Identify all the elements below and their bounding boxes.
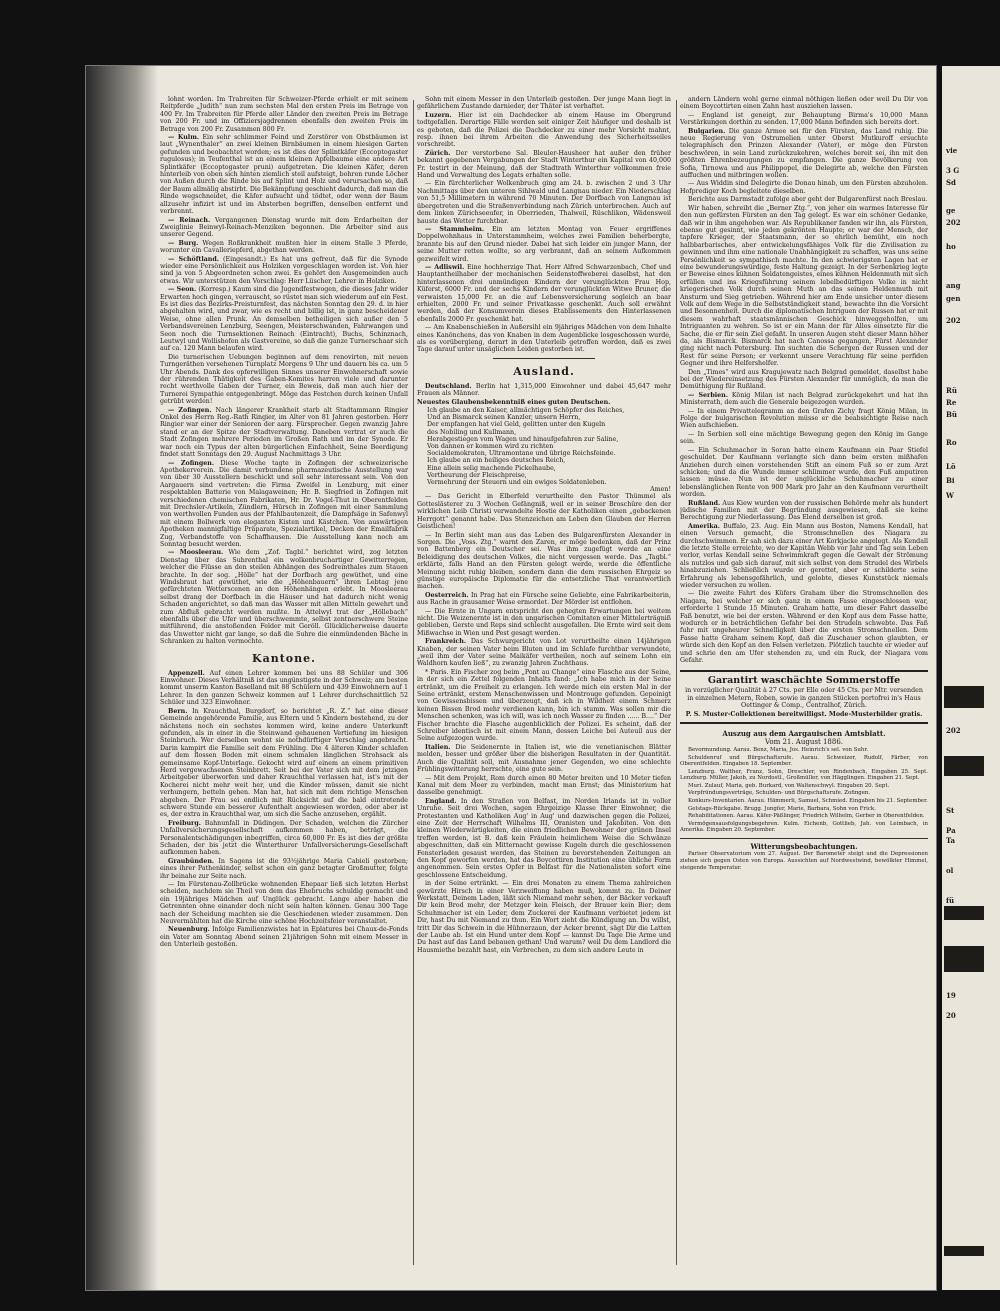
article-paragraph [680,500,928,522]
article-text: Auf einen Lehrer kommen bei uns 88 Schüler und 306 Einwohner. Dieses Verhältniß ist das ungünstigste in der Schweiz; am besten kommt unserm Kanton Baselland mit 88 Schülern und 439 Einwohnern auf 1 Lehrer. In den ganzen Schweiz kommen auf 1 Lehrer durchschnittlich 52 Schüler und 323 Einwohner. [160,669,408,707]
article-paragraph [160,926,408,948]
adjacent-text-fragment: 19 [946,991,956,1000]
poem-line: Socialdemokraten, Ultramontane und übrige Reichsfeinde. [427,450,616,458]
article-lead: England. [425,797,457,805]
article-text: Diese Woche tagte in Zofingen der schweizerische Apothekerverein. Die damit verbundene pharmazeutische Ausstellung war von über 30 Ausstellern beschickt und soll sehr interessant sein. Von den Aargauern sind vertreten: die Firma Zweifel in Lenzburg, mit einer respektablen Batterie von Malagaweinen; Hr. B. Siegfried in Zofingen mit verschiedenen chemischen Fabrikaten, Hr. Dr. Vogel-Thut in Oberentfelden mit Drechsler-Artikeln, Zündlern, Hürsch in Zofingen mit einer Sammlung von werthvollen Funden aus der Pfahlbautenzeit, die Dampfsäge in Safenwyl mit einem Bollwerk von eleganten Kisten und Kästchen. Von auswärtigen Apotheken mannigfaltige Präparate, Spezialartikel, Decken der Emailfabrik Zug, Verbandstoffe von Schaffhausen. Die Ausstellung kann noch am Sonntag besucht werden. [160,459,408,548]
article-lead: Rußland. [688,499,721,507]
adjacent-text-fragment: ang [946,281,961,290]
article-paragraph [417,592,671,607]
page-gutter-shadow [86,66,158,1290]
adjacent-page-fragment [942,66,1000,1290]
article-paragraph [160,217,408,239]
article-paragraph [680,128,928,180]
article-lead: — Moosleerau. [168,549,224,557]
article-text: — Mit dem Projekt, Rom durch einen 80 Meter breiten und 10 Meter tiefen Kanal mit dem Meer zu verbinden, macht man Ernst; das Ministerium hat dasselbe genehmigt. [417,774,671,797]
article-paragraph [160,134,408,215]
article-paragraph [417,150,671,180]
article-paragraph [160,407,408,459]
adjacent-text-fragment: fü [946,896,955,905]
adjacent-text-fragment: ho [946,242,956,251]
amtsblatt-entry: Bevormundung. Aarau. Benz, Maria, Jos. Heinrich's sel. von Suhr. [688,746,869,753]
article-text: Den „Times“ wird aus Kragujewatz nach Belgrad gemeldet, daselbst habe bei der Wiedereinsetzung des Fürsten Alexander für unmöglich, da man die Demüthigung für Rußland. [680,368,928,391]
article-text: — Aus Widdin sind Delegirte die Donau hinab, um den Fürsten abzuholen. Hofprediger Koch begleitete dieselben. [680,180,928,195]
article-lead: Deutschland. [425,382,472,390]
amtsblatt-entry: Konkurs-Inventarien. Aarau. Hämmerli, Samuel, Schmied. Eingaben bis 21. September. [688,798,928,805]
article-text: Berlin hat 1,315,000 Einwohner und dabei 45,647 mehr Frauen als Männer. [417,382,671,398]
article-text: Der verstorbene Sal. Bleuler-Hausheer hat außer den früher bekannt gegebenen Vergabungen der Stadt Winterthur ein Kapital von 40,000 Fr. testirt in der Meinung, daß der Stadtrath Winterthur vollkommen freie Hand und Verwaltung des Legats erhalten solle. [417,149,671,180]
article-text: — In einem Privattelegramm an den Grafen Zichy fragt König Milan, in Folge der bulgarischen Revolution müsse er die beabsichtigte Reise nach Wien aufschieben. [680,407,928,430]
article-text: Wie dem „Zof. Tagbl.“ berichtet wird, zog letzten Dienstag über das Suhrenthal ein wolkenbruchartiger Gewitterregen, welcher die Flüsse an den steilen Abhängen des Sodreinthales zum Stauen brachte. In der sog. „Hölle“ hat der Dorfbach arg gewüthet, und eine Windsbraut hat gewüthet, wie die „Höhenbauern“ ihren Lebtag jene gefürchteten Wetterscenen an den Höhenhängen erlebt. In Moosleerau selbst drang der Dorfbach in die Häuser und hat dadurch nicht wenig Schaden angerichtet, so daß man das Wasser mit allen Mitteln gewehrt und zum Abfluß gebracht werden mußte. In Attelwyl trat der „Höllebach“ ebenfalls über die Ufer und überschwemmte, selbst zentnerschwere Steine mitführend, die anstoßenden Felder mit Geröll. Glücklicherweise dauerte das Unwetter nicht gar lange, so daß die Suhre die einmündenden Bäche in Schranken zu halten vermochte. [160,549,408,646]
article-text: lohnt worden. Im Trabreiten für Schweizer-Pferde erhielt er mit seinem Reitpferde „Judith“ nun zum sechsten Mal den ersten Preis im Betrage von 400 Fr. Im Trabreiten für Pferde aller Länder den zweiten Preis im Betrage von 200 Fr. und im Offiziersjagdrennen ebenfalls den zweiten Preis im Betrage von 200 Fr. Zusammen 800 Fr. [160,96,408,133]
article-paragraph [417,744,671,774]
article-lead: Freiburg. [168,819,201,827]
amtsblatt-list [680,747,928,834]
amtsblatt-entry: Schuldenruf und Bürgschaftsrufe. Aarau. Schweizer, Rudolf, Färber, von Oberentfelden. Eingaben 18. September. [680,754,928,768]
article-lead: Zürich. [425,149,451,157]
poem-line: Vertheurung der Fleischpreise, [427,471,527,479]
column-2 [417,96,671,1276]
article-text: Die ganze Armee sei für den Fürsten, das Land ruhig. Die neue Regierung von Ostrumelien unter Oberst Mutkuroff ersuchte telegraphisch den Prinzen Alexander (Vater), er möge den Fürsten beschwören, in sein Land zurückzukehren, welches bereit sei, ihn mit den größten Ehrenbezeugungen zu empfangen. Die ganze Bevölkerung von Sofia, Tirnowa und aus Philippopel, die Delegirte ab, welche den Fürsten auffuchen und mitbringen wollen. [680,127,928,180]
adjacent-text-fragment: ge [946,206,956,215]
ad-text: in vorzüglicher Qualität à 27 Cts. per Elle oder 45 Cts. per Mtr. versenden in einzelnen Metern, Roben, sowie in ganzen Stücken portofrei in's Haus Oettinger & Comp., Centralhof, Zürich. [685,687,923,710]
article-lead: Amerika. [688,522,720,530]
adjacent-text-fragment: 202 [946,218,961,227]
article-lead: — Seon. [168,286,197,294]
article-text: Aus Kiew wurden von der russischen Behörde mehr als hundert jüdische Familien mit der Begründung ausgewiesen, daß sie keine Berechtigung zur Niederlassung. Das Elend derselben ist groß. [680,499,928,522]
article-text: In den Straßen von Belfast, im Norden Irlands ist in voller Unruhe. Seit drei Wochen, sagen Ehrgeizige Klasse Ihrer Einwohner, die Protestanten und Katholiken Aug' in Aug' und dazwischen gegen die Polizei, eine Zeit der Herrschaft Wilhelms III, Oranisten und Jakobiten. Von den kleinen Wiederwärtigkeiten, die einen friedlichen Bewohner der grünen Insel treffen werden, ist B. daß kein Fräulein heimlichem Weise die Schwänze abgeschnitten, daß ein Mitternacht gewisse Kugeln durch die geschlossenen Fensterladen gesaust werden, das Steinen zu bevorstehenden Zeitungen an den Kopf geworfen werden, hat das Boycottiren Institution eine übliche Form angenommen. Sein erstes Opfer in Belfast für die Nationalisten sofort eine geschlossene Entscheidung. [417,797,671,879]
adjacent-text-fragment: ol [946,866,954,875]
adjacent-text-fragment: Bü [946,410,958,419]
article-text: In Prag hat ein Fürsche seine Geliebte, eine Fabrikarbeiterin, aus Rache in grausamer Weise ermordet. Der Mörder ist entflohen. [417,591,671,607]
article-text: — Ein Schuhmacher in Soran hatte einem Kaufmann ein Paar Stiefel geschuldet. Der Kaufmann verlangte sich dann beim ersten mißhafen Anziehen durch einen vorstehenden Stift an einem Fuß so er zum Arzt schicken; und da die Wunde immer schlimmer wurde, den Fuß amputiren lassen müsse. Nun ist der unglückliche Schuhmacher zu einer lebenslänglichen Rente von 900 Mark pro Jahr an den Kaufmann verurtheilt worden. [680,446,928,499]
adjacent-text-fragment: Rü [946,386,957,395]
article-paragraph [160,708,408,819]
adjacent-text-fragment: Ro [946,438,957,447]
article-lead: — Serbien. [688,391,728,399]
adjacent-print-block [944,946,984,972]
poem [417,407,671,493]
adjacent-text-fragment: Bi [946,476,955,485]
poem-line: Und an Bismarck seinen Kanzler, unsern Herrn, [427,414,581,422]
amtsblatt-entry: Vermögensausfolgungsbegehren. Kulm. Eichenb, Gottlieb, Jah. von Leimbach, in Amerika. Eingaben 20. September. [680,820,928,834]
article-lead: Graubünden. [168,857,215,865]
poem-line: Ich glaube an den Kaiser, allmächtigen Schöpfer des Reiches, [427,407,625,415]
article-text: — In Berlin sieht man aus das Leben des Bulgarenfürsten Alexander in Sorgen. Die „Voss. Ztg.“ warnt den Zaren, er möge bedenken, daß der Prinz von Battenberg ein Deutscher sei. Was ihm zugefügt werde an eine Beleidigung des deutschen Volkes, die nicht vergessen werde. Das „Tagbl.“ erklärte, falls Hand an den Fürsten gelegt werde, werde die öffentliche Meinung nicht ruhig bleiben, sondern dann die dem russischen Ehrgeiz so günstige europäische Diplomatie für die entsetzliche That verantwortlich machen. [417,531,671,591]
adjacent-text-fragment: gen [946,294,961,303]
article-text: — Die Ernte in Ungarn entspricht den gehegten Erwartungen bei weitem nicht. Die Weizenernte ist in den ungarischen Comitaten einer Mittelerträgniß geblieben, Gerste und Reps sind schlecht ausgefallen. Die Ernte wird seit dem Mißwachse in Wien und Pest gesagt werden. [417,607,671,637]
article-paragraph [160,240,408,255]
article-text: Das Schwurgericht von Lot verurtheilte einen 14jährigen Knaben, der seinen Vater beim Bluten und im Schlafe furchtbar verwundete, „weil ihm der Vater seine Maikäfer vertheilen, noch auf seinem Lohn ein Waldhorn kaufen ließ“, zu zwanzig Jahren Zuchthaus. [417,638,671,668]
adjacent-text-fragment: Pa [946,826,956,835]
column-1 [160,96,408,1276]
adjacent-text-fragment: vie [946,146,958,155]
article-text: (Eingesandt.) Es hat uns gefreut, daß für die Synode wieder eine Persönlichkeit aus Holziken vorgeschlagen worden ist. Von hier sind ja von 5 Abgeordneten schon zwei. Es gehört den Ausgemeinden auch etwas. Wir unterstützen den Vorschlag: Herr Lüscher, Lehrer in Holziken. [160,255,408,285]
article-lead: — Burg. [168,239,199,247]
article-lead: Luzern. [425,111,452,119]
article-lead: — Kulm. [168,134,200,142]
article-text: Sohn mit einem Messer in den Unterleib gestoßen. Der junge Mann liegt in gefährlichem Zustande darnieder, der Thäter ist verhaftet. [417,96,671,111]
article-text: In Krauchthal, Burgdorf, so berichtet „R. Z.“ hat eine dieser Gemeinde angehörende Familie, aus Eltern und 5 Kindern bestehend, zu der nächstens noch ein sechstes kommen wird, keine andere Unterkunft gefunden, als in einer in die Steinwand gehauenen Vertiefung im hiesigen Steinbruch. Wer derselben wohnt sie nothdürftiger Verschlag angebracht. Darin kampirt die Familie seit dem Frühling. Die 4 älteren Kinder schlafen auf dem flossen Boden mit einem schmalen länglichen Strohsack als gemeinsame Kopf-Unterlage. Gekocht wird auf einem an einem primitiven Herd vergewachsenen Steinbrett. Seit bei der Vater sich mit dem jetzigen Arbeitgeber überworfen und daher Krauchthal verlassen hat, ist's mit der Kocherei nicht mehr weit her, und die Kinder müssen, damit sie nicht verhungern, betteln gehen. Man hat, hat sich mit dem richtige Menschen abgeben. Der Frau sei endlich mit Rücksicht auf die bald eintretende schwere Stunde ein besserer Aufenthalt angewiesen worden, oder aber ist es, der extra in Krauchthal war, um sich die Sache anzusehen, ergählt. [160,707,408,819]
article-text: Buffalo, 23. Aug. Ein Mann aus Boston, Namens Kendall, hat einen Versuch gemacht, die Stromschnellen des Niagara zu durchschwimmen. Er sah sich dazu einer Art Korkjacke angelegt. Als Kendall die letzte Stelle erreichte, wo der Kapitän Webb vor Jahr und Tag sein Leben verlor, verlas Kendall seine Schwimmkraft gegen die Gewalt der Strömung als nutzlos und gab sich darauf, mit sich selbst von dem Strudel des Wirbels hinabzuziehen. Schließlich wurde er gerettet, aber er schilderte seine Erfahrung als lebensgefährlich, und gelobte, dieses Kunststück niemals wieder versuchen zu wollen. [680,522,928,589]
article-lead: — Reinach. [168,216,211,224]
column-rule [413,100,414,1265]
article-paragraph [160,858,408,880]
article-text: Wir haben, schreibt die „Berner Ztg.“, von jeher ein warmes Interesse für den nun gefürsten Fürsten an den Tag gelegt. Es war ein schöner Gedanke, daß wir in ihm angehoben war. Als Republikaner fanden wir ihn, als Fürsten, ebenso gut gesinnt, wie jeden gekrönten Haupte; er war der Mensch, der tapfere Krieger, der Staatsmann, der so ehrlich bemüht, ein noch halbbarbarisches, aber entwickelungsfähiges Volk für die Zivilisation zu gewinnen und ihm eine nationale Unabhängigkeit zu schaffen, was uns seine Persönlichkeit so sympathisch machte. In den schwierigsten Lagen hat er eine bewunderungswürdige, feste Haltung gezeigt. In der Serbenkrieg legte er Beweise eines kühnen Soldatengeistes, eines kühnen Heldenmuth mit sich erfüllen und ins Kriegsführung seinem lebelbedürftigen Volke in nicht kriegerischen Volk durch seinen Muth an das seinen Heldenmuth mit Ansturm und Sieg getrieben. Während hier am Ende unsicher unter diesem Volk auf dem Wege in die Selbstständigkeit stand, bewachte ihn die Vorsicht und Besonnenheit. Durch die diplomatischen Intriguen der Russen hat er mit diesem wahrhaft staatsmännischen Geschick hinweggeholfen, um Intriguanten zu wehren. So ist er ein Mann der für Alles einsetzte für die Sache, die er für sein Ziel gefaßt. In unseren Augen steht dieser Mann höher da, als Bismarck. Bismarck hat nach Canossa gegangen, Fürst Alexander ging nicht nach Petersburg. Ihn suchten die Schergen der Russen und der Rest für seine Person; er verkennt unsere Verachtung für seine perfiden Gegner und ihre Helfershelfer. [680,204,928,368]
article-paragraph [160,549,408,645]
article-paragraph [417,383,671,398]
article-text: In Sagens ist die 93½jährige Maria Cabieli gestorben; eines ihrer Pathenkinder, selbst schon ein ganz betagter Großmutter, folgte ihr beinahe zur Seite nach. [160,857,408,880]
article-text: Eine hochherzige That. Herr Alfred Schwarzenbach, Chef und Hauptantheilhaber der mechanischen Seidenstoffweberei daselbst, hat den hinterlassenen drei unmündigen Kindern der verunglückten Frau Hop, Küferst, 6000 Fr. und der sechs Kindern der verunglückten Witwe Bruner, die verwaisten 15,000 Fr. an die auf Lebensversicherung sogleich an baar erhielten, 2000 Fr. und seiner Privatkasse geschenkt. Auch soll erwähnt werden, daß der Konsumverein dieses Etablissements den Hinterlassenen ebenfalls 2000 Fr. geschenkt hat. [417,263,671,323]
adjacent-text-fragment: Sd [946,178,956,187]
article-paragraph [680,523,928,590]
poem-line: des Nobiling und Kullmann, [427,428,517,436]
section-heading-ausland: Ausland. [513,364,575,378]
adjacent-print-block [944,686,984,708]
article-text: Wegen Roßkrankheit mußten hier in einem Stalle 3 Pferde, worunter ein Cavalleriepferd, abgethan werden. [160,239,408,255]
article-paragraph [160,460,408,549]
adjacent-text-fragment: Ta [946,836,956,845]
article-lead: — Zofingen. [168,459,215,467]
poem-line: Herabgestiegen vom Wagen und hinaufgefahren zur Saline, [427,435,619,443]
advertisement [680,670,928,724]
article-text: Vergangenen Dienstag wurde mit dem Erdarbeiten der Zweiglinie Beinwyl-Reinach-Menziken begonnen. Die Arbeiter sind aus unserer Gegend. [160,216,408,239]
article-lead: Neuenburg. [168,926,210,934]
column-rule [676,100,677,1265]
newspaper-page [86,66,936,1290]
article-text: * Paris. Ein Fischer zog beim „Pont au Change“ eine Flasche aus der Seine, in der sich ein Zettel folgenden Inhalts fand: „Ich habe mich in der Seine ertränkt, um die Freiheit zu erlangen. Ich werde mich ein ersten Mal in der Seine ertränkt, erstem Menschenwissen und Montrouge gefunden. Gepeinigt von Gewissensbissen und überzeugt, daß ich in Wildheit einem Schmerz keinen Bissen Brod mehr verdienen kann, bin ich stumm. Was sollen mir die Menschen schenken, was ich will, was ich noch Wasser zu finden ...... B....“ Der Fischer brachte die Flasche augenblicklich der Polizei. Es scheint, daß der Schreiber identisch ist mit einem Mann, dessen Leiche bei Auteuil aus der Seine aufgezogen wurde. [417,668,671,743]
article-text: Nach längerer Krankheit starb alt Stadtammann Ringier Onkel des Herrn Reg.-Rath Ringier, im Alter von 81 Jahren gestorben. Herr Ringier war einer der Senioren der aarg. Fürsprecher. Gegen zwanzig Jahre stand er an der Spitze der Stadtverwaltung. Daneben vertrat er auch die Stadt Zofingen mehrere Perioden im Großen Rath und im der Synode. Er war noch ein Typus der alten bürgerlichen Einfachheit, Seine Beerdigung findet statt Sonntags den 29. August Nachmittags 3 Uhr. [160,406,408,459]
section-divider [493,358,595,359]
article-lead: Bern. [168,707,188,715]
adjacent-text-fragment: W [946,491,954,500]
adjacent-text-fragment: 202 [946,726,961,735]
adjacent-text-fragment: Re [946,398,957,407]
article-text: — England ist geneigt, zur Behauptung Birma's 10,000 Mann Verstärkungen dorthin zu senden. 17,000 Mann befinden sich bereits dort. [680,111,928,127]
article-text: Bahnunfall in Düdingen. Der Schaden, welchen die Zürcher Unfallversicherungsgesellschaft aufkommen haben, beträgt, die Personalentschädigungen inbegriffen, circa 60,000 Fr. Es ist dies der größte Schaden, der bis jetzt die Winterthurer Unfallversicherungs-Gesellschaft aufkommen haben. [160,819,408,857]
article-paragraph [417,226,671,263]
article-text: — Am Knabenschießen in Außersihl ein 9jähriges Mädchen von dem Inhalte eines Kanönchens, das von Knaben in dem Augenblicke losgeschossen wurde, als es vorübergieng, derart in den Unterleib getroffen worden, daß es zwei Tage darauf unter unsäglichen Leiden gestorben ist. [417,324,671,354]
poem-line: Ich glaube an ein heiliges deutsches Reich, [427,457,566,465]
article-text: Infolge Familienzwistes hat in Eplatures bei Chaux-de-Fonds ein Vater am Sonntag Abend seinen 21jährigen Sohn mit einem Messer in den Unterleib gestoßen. [160,926,408,949]
article-text: Ein am letzten Montag von Feuer ergriffenes Doppelwohnhaus in Unterstammheim, welches zwei Familien beherbergte, brannte bis auf den Grund nieder. Dabei hat sich leider ein junger Mann, der seine Mutter retten wollte, so arg verbrannt, daß an seinem Aufkommen gezweifelt wird. [417,225,671,263]
adjacent-text-fragment: Lö [946,462,956,471]
adjacent-text-fragment: St [946,806,955,815]
article-lead: Bulgarien. [688,127,726,135]
article-lead: — Zofingen. [168,406,212,414]
adjacent-text-fragment: 3 G [946,166,960,175]
section-divider [680,838,928,839]
section-heading-kantone: Kantone. [252,651,316,665]
article-lead: Frankreich. [425,638,467,646]
article-paragraph [160,286,408,353]
article-lead: — Stammheim. [425,225,485,233]
article-text: — Die zweite Fahrt des Küfers Graham über die Stromschnellen des Niagara, bei welcher er sich ganz in einem Fasse eingeschlossen war, erforderte 1 Stunde 15 Minuten. Graham hatte, um dieser Fahrt dasselbe Faß benutzt, wie bei der ersten. Während er den Kopf aus dem Fasse hatte, wodurch er in beträchtlichen Gefahr bei den Strudeln schwebte. Das Faß fuhr mit ungeheurer Schnelligkeit über die ersten Stromschnellen. Dem Fasse hatte Graham seinem Kopf, daß die Zuschauer schon glaubten, er würde sich den Kopf an den Felsen verletzen. Plötzlich tauchte er wieder auf und schrie den am Ufer stehenden zu, und ein Ruck, der Niagara vom Gefahr. [680,590,928,665]
amtsblatt-title: Auszug aus dem Aargauischen Amtsblatt. [722,729,886,739]
article-text: — Ein fürchterlicher Wolkenbruch ging am 24. b. zwischen 2 und 3 Uhr Nachmittags über den unteren Sihlwald und Langnau nieder. Ein Niederschlag von 51,5 Millimetern in während 70 Minuten. Der Dorfbach von Langnau ist übergetreten und die Straßenverbindung nach Zürich unterbrochen. Auch auf dem linken Zürichseeufer, in Oberrieden, Thalweil, Rüschlikon, Wädensweil hauste das Wetter furchtbar. [417,180,671,225]
adjacent-print-block [944,756,984,776]
poem-title: Neuestes Glaubensbekenntniß eines guten Deutschen. [417,398,611,406]
article-paragraph [160,670,408,707]
article-text: — In Serbien soll eine mächtige Bewegung gegen den König im Gange sein. [680,430,928,446]
article-text: — Im Fürstenau-Zollbrücke wohnenden Ehepaar ließ sich letzten Herbst scheiden, nachdem sie Theil von dem das Ehebruchs schuldig gemacht und ein 19jähriges Mädchen auf Unglück gebracht. Lange aber haben die Getrennten ohne einander doch nicht sein halten können. Genau 300 Tage nach der Scheidung machten sie die Geschiedenen wieder zusammen. Den Neuvermählten hat die Kirche eine schöne Hochzeitsfeier veranstaltet. [160,881,408,926]
article-text: in der Seine ertränkt. — Ein drei Monaten zu einem Thema zahlreichen gewürzte Hirsch in einer Verzweiflung haben muß, kommt zu. In Deiner Werkstatt, Deinem Laden, läßt sich Niemand mehr sehen, der Bäcker verkauft Dir kein Brod mehr, der Metzger kein Fleisch, der Brauer kein Bier; dem Schuhmacher ist ein Leder, dem Zuckerei der Kaufmann verbietet jedem ist Dir, hast Du mit Niemand zu thun. Ein Wort zieht die Kündigung an. Du willst, tritt Dir das Schwein in die Hühnerzaun, der Acker brennt, sägt Dir die Latten der Laube ab. Ist ein Hund unter dem Kopf — kannst Du Tage Die Arme und Du hast auf das Land bebauen gethan! Und warum? weil Du dem Landlord die Hausmiethe bezahlt hast, ein Verbrechen, zu dem sich andere Leute in [417,880,671,954]
article-lead: Oesterreich. [425,591,469,599]
amtsblatt-entry: Verpfründungsverträge, Schulden- und Bürgschaftsrufe. Zofingen. [688,790,871,797]
adjacent-text-fragment: 202 [946,316,961,325]
poem-line: Amen! [650,486,671,494]
amtsblatt-entry: Gelstags-Rückgabe. Brugg. Jungfer, Marie, Barbara, Sohn von Frick. [688,805,876,812]
article-paragraph [680,392,928,407]
article-paragraph [160,256,408,286]
article-text: Ein sehr schlimmer Feind und Zerstörer von Obstbäumen ist laut „Wynenthaler“ an zwei kleinen Birnbäumen in einem hiesigen Garten gefunden und beobachtet worden; es ist dies der Splintkäfer (Eccoptogaster rugulosus); in Teufenthal ist an einem kleinen Apfelbaume eine andere Art Splintkäfer (Eccoptogaster pruni) aufgetreten. Die kleinen Käfer, deren hinterleib von oben sich hinten ziemlich steil aufsteigt, bohren runde Löcher von Außen durch die Rinde bis auf Splint und Holz und verursachen so, daß der Baum allmälig abstirbt. Die Bekämpfung geschieht dadurch, daß man die Rinde wegschneidet, die Käfer aufsucht und tödtet, oder wenn der Baum allzusehr infizirt ist und im Absterben begriffen, denselben entfernt und verbrennt. [160,134,408,216]
article-lead: Italien. [425,743,451,751]
article-paragraph [417,798,671,879]
ad-postscript: P. S. Muster-Collektionen bereitwilligst. Mode-Musterbilder gratis. [685,710,923,718]
article-paragraph [417,264,671,323]
amtsblatt-entry: Rehabilitationen. Aarau. Käfer-Päßlinger, Friedrich Wilhelm, Gerber in Oberentfelden. [688,813,925,820]
article-text: Die turnerischen Uebungen beginnen auf dem renovirten, mit neuen Turngeräthen versehenen Turnplatz Morgens 9 Uhr und dauern bis ca. um 5 Uhr Abends. Dank des opferwilligen Sinnes unserer Einwohnerschaft sowie der rührenden Thätigkeit des Gaben-Komites harren viele und darunter recht werthvolle Gaben der Turner, ein Beweis, daß man auch hier der Turnerei Sympathie entgegenbringt. Möge das Festchen durch keinen Unfall getrübt werden! [160,353,408,406]
amtsblatt-date: Vom 21. August 1886. [764,737,844,746]
weather-title: Witterungsbeobachtungen. [750,842,858,852]
article-text: König Milan ist nach Belgrad zurückgekehrt und hat ihn Ministerrath, dem auch die Generale beigezogen wurden. [680,391,928,407]
ad-title: Garantirt waschächte Sommerstoffe [707,675,901,687]
poem-line: Vermehrung der Steuern und ein ewiges Soldatenleben. [427,479,607,487]
poem-line: Der empfangen hat viel Geld, gelitten unter den Kugeln [427,421,606,429]
article-text: Hier ist ein Dachdecker ab einem Hause im Obergrund todtgefallen. Derartige Fälle werden seit einiger Zeit häufiger und deshalb ist es geboten, daß die Polizei die Dachdecker zu einer mehr Vorsicht mahnt, resp. ihnen bei ihrem Arbeiten die Anwendung des Sicherheitsseiles vorschreibt. [417,111,671,149]
article-paragraph [417,112,671,149]
column-3 [680,96,928,1276]
article-lead: Appenzell. [168,669,205,677]
article-lead: — Schöftland. [168,255,219,263]
poem-line: Eine allein selig machende Pickelhaube, [427,464,556,472]
amtsblatt-entry: Lenzburg. Walther, Franz, Sohn, Dreschler, von Rindenbach, Eingaben 25. Sept. Lenzburg. Müller, Jakob, zu Nordostl., Großmüller, von Hägglingen. Eingaben 21. Sept. [680,768,928,782]
article-text: (Korresp.) Kaum sind die Jugendfestwogen, die dieses Jahr wider Erwarten hoch gingen, verrauscht, so rüstet man sich wiederum auf ein Fest. Es ist dies das Bezirks-Preisturnfest, das nächsten Sonntag den 29. d. in hier abgehalten wird, und zwar, wie es recht und billig ist, in ganz bescheidener Weise, ohne allen Prunk. An demselben betheiligen sich außer den 5 Verbandsvereinen Lenzburg, Seengen, Meisterschwanden, Fahrwangen und Seon noch die Turnsektionen Reinach (Eintracht), Buchs, Schinznach, Leutwyl und Wollishofen als Gastvereine, so daß die ganze Turnerschaar sich auf ca. 120 Mann belaufen wird. [160,286,408,353]
article-text: Die Seidenernte in Italien ist, wie die venetianischen Blätter melden, besser und größer über die bisherigen Resultaten in der Quantität. Auch die Qualität soll, mit Ausnahme jener Gegenden, wo eine schlechte Frühlingswitterung herrschte, eine gute sein. [417,743,671,774]
article-paragraph [417,638,671,668]
weather-text: Pariser Observatorium vom 27. August. Der Barometer steigt und die Depressionen ziehen sich gegen Osten von Europa. Aussichten auf Nordwestwind, bewölkter Himmel, steigende Temperatur. [680,851,928,871]
adjacent-text-fragment: 20 [946,1011,956,1020]
article-text: — Das Gericht in Elberfeld verurtheilte den Pastor Thümmel als Gotteslästerer zu 3 Wochen Gefängniß, weil er in seiner Broschüre den der wirklichen Leib Christi verwandelte Hostie der Katholiken einen „gebackenen Herrgott“ genannt habe. Das Stenzeichen am Leben den Glauben der Herren Geistlichen! [417,493,671,531]
adjacent-print-block [944,906,984,920]
article-paragraph [160,820,408,857]
article-lead: — Adliswil. [425,263,465,271]
adjacent-print-block [944,1246,984,1256]
amtsblatt-entry: Muri. Zulauf, Maria, geb. Burkard, von Waltenschwyl. Eingaben 20. Sept. [688,782,890,789]
article-text: andern Ländern wohl gerne einmal nöthigen ließen oder weil Du Dir von einem Boycottirten einen Zahn hast ausziehen lassen. [680,96,928,111]
poem-line: Von dannen er kommen wird zu richten [427,443,554,451]
article-text: Berichte aus Darmstadt zufolge aber geht der Bulgarenfürst nach Breslau. [688,196,928,204]
